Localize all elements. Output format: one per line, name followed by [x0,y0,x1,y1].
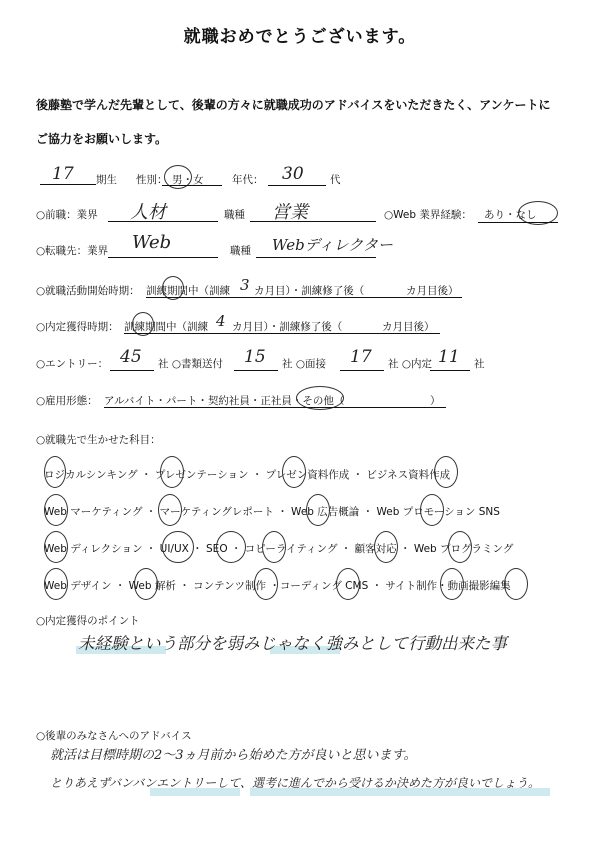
intro-line-2: ご協力をお願いします。 [36,132,168,146]
previous-type-underline [250,221,376,222]
age-label: 年代： [232,174,264,186]
entry-count: 45 [120,347,142,367]
entry-label: ○エントリー： [36,358,109,370]
offer-time-underline [124,333,440,334]
advice-line-1: 就活は目標時期の2〜3ヵ月前から始めた方が良いと思います。 [50,748,417,763]
gender-label: 性別： [136,174,168,186]
previous-industry-underline [108,221,218,222]
intro-line-1: 後藤塾で学んだ先輩として、後輩の方々に就職成功のアドバイスをいただきたく、アンケートに [36,98,551,112]
term-value: 17 [52,164,74,184]
subject-circle [158,494,182,526]
previous-job-label: ○前職：業界 [36,209,98,221]
subject-circle [434,456,458,488]
subject-circle [216,531,246,563]
previous-job-industry: 人材 [130,202,166,223]
offer-time-value: 4 [216,312,226,330]
age-suffix: 代 [330,174,341,186]
gender-options: 男・女 [172,174,204,186]
count-suffix: 社 [474,358,485,370]
subject-circle [44,494,68,526]
points-text: 未経験という部分を弱みじゃなく強みとして行動出来た事 [78,634,507,653]
web-experience-underline [478,222,558,223]
new-job-industry: Web [132,232,172,253]
subject-circle [448,531,472,563]
new-type-underline [256,257,376,258]
start-time-label: ○就職活動開始時期： [36,285,140,297]
start-time-text-a: 訓練期間中（訓練 [146,285,230,297]
age-underline [268,185,326,186]
subjects-row-3: Web ディレクション ・ UI/UX ・ SEO ・ コピーライティング ・ 顧客対応 ・ Web プログラミング [44,543,514,555]
subject-circle [44,456,66,488]
docs-underline [234,370,278,371]
start-time-text-b: カ月目）・訓練修了後（ [254,285,365,297]
previous-job-type-label: 職種 [224,209,245,221]
subjects-row-4: Web デザイン ・ Web 解析 ・ コンテンツ制作 ・コーディング CMS ・ サイト制作・動画撮影編集 [44,580,511,592]
subjects-row-1: ロジカルシンキング ・ プレゼンテーション ・ プレゼン資料作成 ・ ビジネス資料作成 [44,469,451,481]
docs-count: 15 [244,347,266,367]
subject-circle [504,568,528,600]
subject-circle [306,494,330,526]
offer-count: 11 [438,347,460,367]
web-experience-label: ○Web 業界経験： [384,209,472,221]
offer-time-text-b: カ月目）・訓練修了後（ [232,321,343,333]
new-job-type-label: 職種 [230,245,251,257]
interview-underline [340,370,384,371]
subject-circle [282,456,306,488]
offer-label: 社 ○内定 [388,358,432,370]
offer-underline [430,370,470,371]
term-underline [40,184,96,185]
employment-close: ） [430,395,441,407]
employment-underline [104,407,446,408]
subjects-row-2: Web マーケティング ・ マーケティングレポート ・ Web 広告概論 ・ Web プロモーション SNS [44,506,500,518]
offer-time-label: ○内定獲得時期： [36,321,119,333]
interview-label: 社 ○面接 [282,358,326,370]
subject-circle [134,568,158,600]
subject-circle [440,568,464,600]
points-label: ○内定獲得のポイント [36,615,140,627]
entry-underline [110,370,154,371]
subject-circle [162,531,194,563]
subject-circle [254,568,278,600]
web-experience-options: あり・なし [484,209,537,221]
offer-time-text-c: カ月目後） [382,321,435,333]
subject-circle [262,531,286,563]
offer-time-text-a: 訓練期間中（訓練 [124,321,208,333]
start-time-value: 3 [240,276,250,294]
subject-circle [374,531,398,563]
advice-line-2: とりあえずバンバンエントリーして、選考に進んでから受けるか決めた方が良いでしょう。 [50,776,540,790]
employment-label: ○雇用形態： [36,395,98,407]
subject-circle [44,568,68,600]
docs-label: 社 ○書類送付 [158,358,223,370]
new-job-label: ○転職先：業界 [36,245,109,257]
employment-options: アルバイト・パート・契約社員・正社員・その他（ [104,395,345,407]
interview-count: 17 [350,347,372,367]
start-time-text-c: カ月目後） [406,285,459,297]
subjects-label: ○就職先で生かせた科目： [36,434,161,446]
subject-circle [336,568,360,600]
start-time-underline [146,297,462,298]
page-title: 就職おめでとうございます。 [183,27,417,47]
subject-circle [160,456,184,488]
new-industry-underline [108,257,218,258]
term-label: 期生 [96,174,117,186]
advice-label: ○後輩のみなさんへのアドバイス [36,730,192,742]
new-job-type: Webディレクター [272,236,393,254]
gender-underline [162,185,222,186]
previous-job-type: 営業 [272,202,308,223]
subject-circle [420,494,444,526]
age-value: 30 [282,164,304,184]
subject-circle [44,531,68,563]
